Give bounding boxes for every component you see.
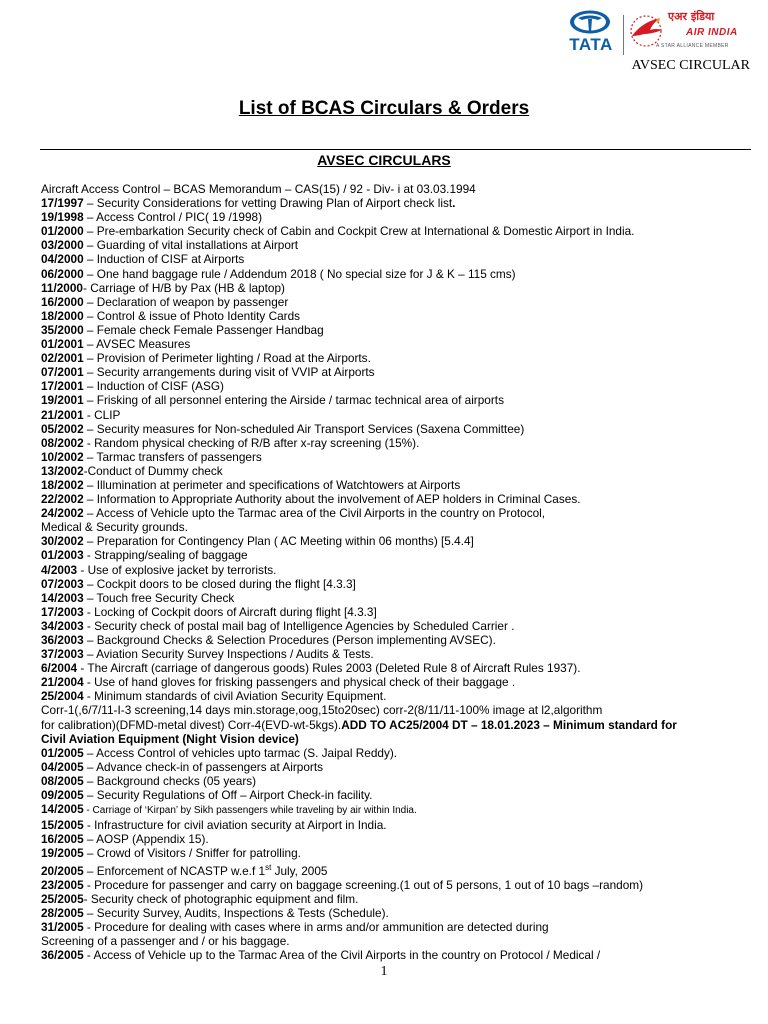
superscript: st (265, 862, 272, 872)
circular-description: – Information to Appropriate Authority about the involvement of AEP holders in Criminal Cases. (83, 492, 581, 507)
circular-number: 20/2005 (41, 863, 84, 878)
circular-number: 22/2002 (41, 492, 84, 507)
circular-number: 4/2003 (41, 562, 78, 577)
circular-entry (41, 732, 753, 746)
circular-number: 23/2005 (41, 877, 84, 892)
circular-entry (41, 774, 753, 788)
circular-entry (41, 861, 753, 878)
circular-entry (41, 906, 753, 920)
circular-description: – Frisking of all personnel entering the Airside / tarmac technical area of airports (83, 393, 504, 408)
circular-description: - Use of explosive jacket by terrorists. (77, 562, 277, 577)
circular-description: – Enforcement of NCASTP w.e.f 1 (83, 863, 266, 878)
circular-description: – Tarmac transfers of passengers (83, 449, 262, 464)
circular-entry (41, 464, 753, 478)
circular-number: 01/2005 (41, 745, 84, 760)
circular-entry (41, 661, 753, 675)
circular-number: 16/2005 (41, 832, 84, 847)
circular-number: 17/2003 (41, 604, 84, 619)
circular-entry (41, 224, 753, 238)
circular-entry (41, 892, 753, 906)
circular-number: 16/2000 (41, 294, 84, 309)
circular-number: 14/2003 (41, 590, 84, 605)
circular-number: 07/2003 (41, 576, 84, 591)
circular-entry (41, 309, 753, 323)
circular-description: – Induction of CISF at Airports (83, 252, 245, 267)
circular-description: - Infrastructure for civil aviation security at Airport in India. (83, 818, 387, 833)
circular-entry (41, 210, 753, 224)
circular-number: 11/2000 (41, 280, 83, 295)
circular-entry (41, 450, 753, 464)
circular-number: 30/2002 (41, 534, 84, 549)
circular-number: 25/2005 (41, 891, 84, 906)
circular-number: 34/2003 (41, 618, 84, 633)
circular-description: Aircraft Access Control – BCAS Memorandum – CAS(15) / 92 - Div- i at 03.03.1994 (41, 182, 476, 196)
circular-addendum: Civil Aviation Equipment (Night Vision device) (41, 731, 299, 746)
circular-description: - Locking of Cockpit doors of Aircraft during flight [4.3.3] (83, 604, 377, 619)
circular-number: 09/2005 (41, 788, 84, 803)
circular-description: – Cockpit doors to be closed during the flight [4.3.3] (83, 576, 356, 591)
circular-number: 21/2004 (41, 675, 84, 690)
circular-entry (41, 252, 753, 266)
circular-entry (41, 238, 753, 252)
header-label: AVSEC CIRCULAR (631, 58, 750, 73)
circular-description: - Security check of postal mail bag of Intelligence Agencies by Scheduled Carrier . (83, 618, 515, 633)
circular-description: - Procedure for dealing with cases where in arms and/or ammunition are detected during (83, 919, 549, 934)
circular-description: – Background checks (05 years) (83, 773, 257, 788)
circular-description: – Background Checks & Selection Procedures (Person implementing AVSEC). (83, 633, 496, 647)
circular-description: - Random physical checking of R/B after x-ray screening (15%). (83, 435, 420, 450)
circular-number: 18/2000 (41, 308, 84, 323)
circular-number: 01/2003 (41, 548, 84, 563)
circular-description: Screening of a passenger and / or his baggage. (41, 933, 290, 948)
circular-description: – Access Control / PIC( 19 /1998) (83, 210, 263, 225)
circular-description: July, 2005 (271, 863, 328, 878)
circular-number: 04/2005 (41, 759, 84, 774)
circular-number: 36/2003 (41, 633, 84, 647)
circular-description: – Female check Female Passenger Handbag (83, 322, 324, 337)
circular-number: 01/2001 (41, 337, 84, 352)
circular-number: 36/2005 (41, 947, 84, 962)
circular-description: - CLIP (83, 407, 121, 422)
circular-entry (41, 647, 753, 661)
circular-entry (41, 323, 753, 337)
circular-addendum: ADD TO AC25/2004 DT – 18.01.2023 – Minimum standard for (341, 717, 677, 732)
circulars-list (41, 182, 753, 962)
circular-entry (41, 934, 753, 948)
circular-description: Corr-1(,6/7/11-I-3 screening,14 days min.storage,oog,15to20sec) corr-2(8/11/11-100% image at l2,algorithm (41, 703, 603, 718)
circular-number: 19/2005 (41, 846, 84, 861)
circular-entry (41, 281, 753, 295)
circular-number: 05/2002 (41, 421, 84, 436)
page-number: 1 (380, 964, 388, 979)
circular-number: 07/2001 (41, 365, 84, 380)
circular-number: 17/1997 (41, 196, 84, 211)
star-alliance-text: A STAR ALLIANCE MEMBER (656, 43, 729, 49)
circular-number: 04/2000 (41, 252, 84, 267)
circular-description: – AOSP (Appendix 15). (83, 832, 209, 847)
circular-number: 01/2000 (41, 224, 84, 239)
circular-entry (41, 422, 753, 436)
circular-description: – AVSEC Measures (83, 337, 191, 352)
circular-description: – Security Survey, Audits, Inspections & Tests (Schedule). (83, 905, 389, 920)
circular-description: – Access of Vehicle upto the Tarmac area of the Civil Airports in the country on Protocol, (83, 506, 546, 521)
circular-description: - Security check of photographic equipment and film. (83, 891, 359, 906)
circular-description: – Illumination at perimeter and specifications of Watchtowers at Airports (83, 477, 461, 492)
tata-logo (563, 10, 619, 56)
circular-description: - Minimum standards of civil Aviation Security Equipment. (83, 689, 387, 704)
circular-description: - Strapping/sealing of baggage (83, 548, 248, 563)
circular-number: 31/2005 (41, 919, 84, 934)
air-india-name: AIR INDIA (686, 27, 738, 38)
circular-description: – Crowd of Visitors / Sniffer for patrolling. (83, 846, 301, 861)
circular-entry (41, 478, 753, 492)
circular-entry (41, 846, 753, 860)
circular-description: – Advance check-in of passengers at Airports (83, 759, 324, 774)
circular-number: 17/2001 (41, 379, 84, 394)
circular-entry (41, 520, 753, 534)
circular-entry (41, 591, 753, 605)
circular-entry (41, 267, 753, 281)
circular-description: -Conduct of Dummy check (83, 463, 223, 478)
circular-description: – Declaration of weapon by passenger (83, 294, 289, 309)
circular-number: 37/2003 (41, 647, 84, 662)
circular-number: 13/2002 (41, 463, 84, 478)
circular-entry (41, 351, 753, 365)
circular-entry (41, 393, 753, 407)
circular-number: 19/1998 (41, 210, 84, 225)
circular-description: . (452, 196, 456, 211)
circular-description: – Control & issue of Photo Identity Cards (83, 308, 301, 323)
circular-number: 02/2001 (41, 351, 84, 366)
circular-entry (41, 408, 753, 422)
circular-entry (41, 746, 753, 760)
tata-emblem-icon (569, 10, 611, 34)
circular-description: – Access Control of vehicles upto tarmac (S. Jaipal Reddy). (83, 745, 398, 760)
circular-entry (41, 534, 753, 548)
circular-description: – Pre-embarkation Security check of Cabin and Cockpit Crew at International & Domestic Airport in India. (83, 224, 635, 239)
circular-entry (41, 619, 753, 633)
circular-entry (41, 948, 753, 962)
circular-entry (41, 492, 753, 506)
circular-entry (41, 802, 753, 818)
circular-number: 19/2001 (41, 393, 84, 408)
circular-description: - Carriage of ‘Kirpan’ by Sikh passengers while traveling by air within India. (83, 805, 417, 817)
circular-description: - The Aircraft (carriage of dangerous goods) Rules 2003 (Deleted Rule 8 of Aircraft Rules 1937). (77, 661, 581, 676)
circular-number: 06/2000 (41, 266, 84, 281)
circular-number: 18/2002 (41, 477, 84, 492)
circular-number: 21/2001 (41, 407, 84, 422)
circular-entry (41, 832, 753, 846)
circular-number: 10/2002 (41, 449, 84, 464)
page-header (0, 0, 768, 80)
circular-number: 25/2004 (41, 689, 84, 704)
circular-description: – Induction of CISF (ASG) (83, 379, 224, 394)
circular-description: – Security arrangements during visit of VVIP at Airports (83, 365, 375, 380)
circular-entry (41, 379, 753, 393)
circular-entry (41, 577, 753, 591)
circular-entry (41, 818, 753, 832)
circular-entry (41, 633, 753, 647)
circular-description: – Security Considerations for vetting Drawing Plan of Airport check list (83, 196, 453, 211)
circular-number: 28/2005 (41, 905, 84, 920)
title-divider (40, 149, 751, 150)
circular-description: – Security Regulations of Off – Airport Check-in facility. (83, 788, 373, 803)
circular-entry (41, 675, 753, 689)
circular-entry (41, 337, 753, 351)
circular-entry (41, 436, 753, 450)
circular-number: 6/2004 (41, 661, 78, 676)
tata-logo-text: TATA (569, 35, 613, 54)
circular-number: 24/2002 (41, 506, 84, 521)
logo-divider (623, 15, 624, 55)
air-india-logo (628, 10, 750, 58)
circular-entry (41, 788, 753, 802)
circular-description: – Preparation for Contingency Plan ( AC Meeting within 06 months) [5.4.4] (83, 534, 474, 549)
circular-entry (41, 689, 753, 703)
circular-number: 35/2000 (41, 322, 84, 337)
document-title: List of BCAS Circulars & Orders (238, 98, 530, 119)
circular-entry (41, 548, 753, 562)
circular-description: - Use of hand gloves for frisking passengers and physical check of their baggage . (83, 675, 516, 690)
circular-description: - Access of Vehicle up to the Tarmac Area of the Civil Airports in the country on Protocol / Medical / (83, 947, 601, 962)
circular-entry (41, 878, 753, 892)
circular-description: – Guarding of vital installations at Airport (83, 238, 299, 253)
circular-entry (41, 506, 753, 520)
air-india-hindi-name: एअर इंडिया (668, 10, 715, 23)
circular-number: 08/2002 (41, 435, 84, 450)
circular-entry (41, 182, 753, 196)
circular-number: 03/2000 (41, 238, 84, 253)
circular-description: – One hand baggage rule / Addendum 2018 ( No special size for J & K – 115 cms) (83, 266, 516, 281)
circular-entry (41, 703, 753, 717)
circular-description: - Carriage of H/B by Pax (HB & laptop) (83, 280, 285, 295)
circular-entry (41, 196, 753, 210)
circular-number: 15/2005 (41, 818, 84, 833)
circular-number: 08/2005 (41, 773, 84, 788)
circular-entry (41, 718, 753, 732)
circular-entry (41, 563, 753, 577)
circular-description: – Aviation Security Survey Inspections / Audits & Tests. (83, 647, 374, 662)
circular-entry (41, 295, 753, 309)
section-title: AVSEC CIRCULARS (317, 152, 451, 168)
circular-number: 14/2005 (41, 802, 84, 817)
circular-description: for calibration)(DFMD-metal divest) Corr-4(EVD-wt-5kgs). (41, 717, 342, 732)
circular-description: – Security measures for Non-scheduled Air Transport Services (Saxena Committee) (83, 421, 525, 436)
circular-description: – Touch free Security Check (83, 590, 235, 605)
circular-description: Medical & Security grounds. (41, 520, 188, 535)
circular-entry (41, 605, 753, 619)
circular-description: – Provision of Perimeter lighting / Road at the Airports. (83, 351, 371, 366)
circular-entry (41, 760, 753, 774)
circular-description: - Procedure for passenger and carry on baggage screening.(1 out of 5 persons, 1 out of 10 bags –random) (83, 877, 644, 892)
circular-entry (41, 365, 753, 379)
circular-entry (41, 920, 753, 934)
